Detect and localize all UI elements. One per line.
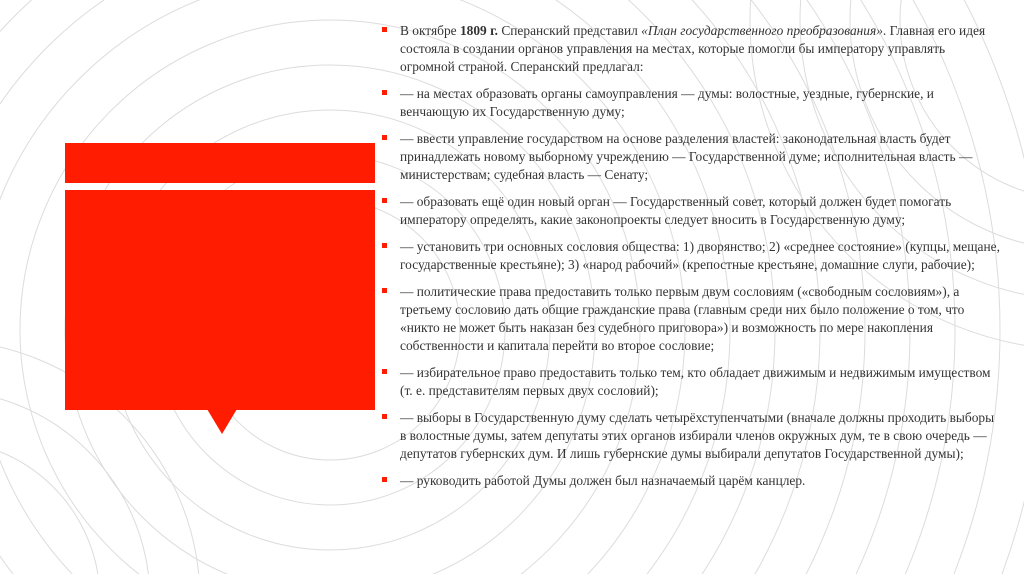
bullet-marker — [382, 477, 387, 482]
bullet-text: — политические права предоставить только первым двум сословиям («свободным сословиям»), а третьему сословию дать общие гражданские права (главным среди них было положение о том, что «никто не может быть наказан без судебного приговора») и возможность по мере накопления собственности и капитала перейти во второе сословие; — [400, 284, 965, 353]
bullet-chancellor — [382, 472, 1002, 490]
callout-box-decoration — [65, 190, 375, 410]
bullet-state-council — [382, 193, 1002, 229]
bullet-separation-of-powers — [382, 130, 1002, 184]
bullet-text: — руководить работой Думы должен был назначаемый царём канцлер. — [400, 473, 806, 488]
bullet-text: — установить три основных сословия общества: 1) дворянство; 2) «среднее состояние» (купцы, мещане, государственные крестьяне); 3) «народ рабочий» (крепостные крестьяне, домашние слуги, рабочие); — [400, 239, 1000, 272]
bullet-text: — на местах образовать органы самоуправления — думы: волостные, уездные, губернские, и венчающую их Государственную думу; — [400, 86, 934, 119]
bullet-intro — [382, 22, 1002, 76]
bullet-political-rights — [382, 283, 1002, 355]
bullet-marker — [382, 243, 387, 248]
intro-year: 1809 г. — [459, 23, 498, 38]
title-bar-decoration — [65, 143, 375, 183]
callout-pointer-decoration — [207, 409, 237, 434]
bullet-marker — [382, 288, 387, 293]
bullet-marker — [382, 414, 387, 419]
intro-text-end: . Главная его идея состояла в создании органов управления на местах, которые помогли бы императору управлять огромной страной. Сперанский предлагал: — [400, 23, 986, 74]
intro-plan-title: «План государственного преобразования» — [641, 23, 883, 38]
bullet-marker — [382, 90, 387, 95]
bullet-text: — избирательное право предоставить только тем, кто обладает движимым и недвижимым имуществом (т. е. представителям первых двух сословий); — [400, 365, 991, 398]
bullet-list — [382, 22, 1002, 499]
bullet-text: — ввести управление государством на основе разделения властей: законодательная власть будет принадлежать новому выборному учреждению — Государственной думе; исполнительная власть — министерствам; судебная власть — Сенату; — [400, 131, 973, 182]
bullet-four-stage-elections — [382, 409, 1002, 463]
bullet-marker — [382, 135, 387, 140]
bullet-marker — [382, 27, 387, 32]
bullet-local-dumas — [382, 85, 1002, 121]
intro-text-start: В октябре — [400, 23, 460, 38]
bullet-text: — образовать ещё один новый орган — Государственный совет, который должен будет помогать императору определять, какие законопроекты следует вносить в Государственную думу; — [400, 194, 952, 227]
bullet-text: — выборы в Государственную думу сделать четырёхступенчатыми (вначале должны проходить выборы в волостные думы, затем депутаты этих органов избирали членов окружных дум, те в свою очередь — депутатов губернских дум. И лишь губернские думы выбирали депутатов Государственной думы); — [400, 410, 995, 461]
bullet-three-estates — [382, 238, 1002, 274]
bullet-marker — [382, 369, 387, 374]
bullet-marker — [382, 198, 387, 203]
intro-text-mid: Сперанский представил — [497, 23, 642, 38]
bullet-voting-rights — [382, 364, 1002, 400]
